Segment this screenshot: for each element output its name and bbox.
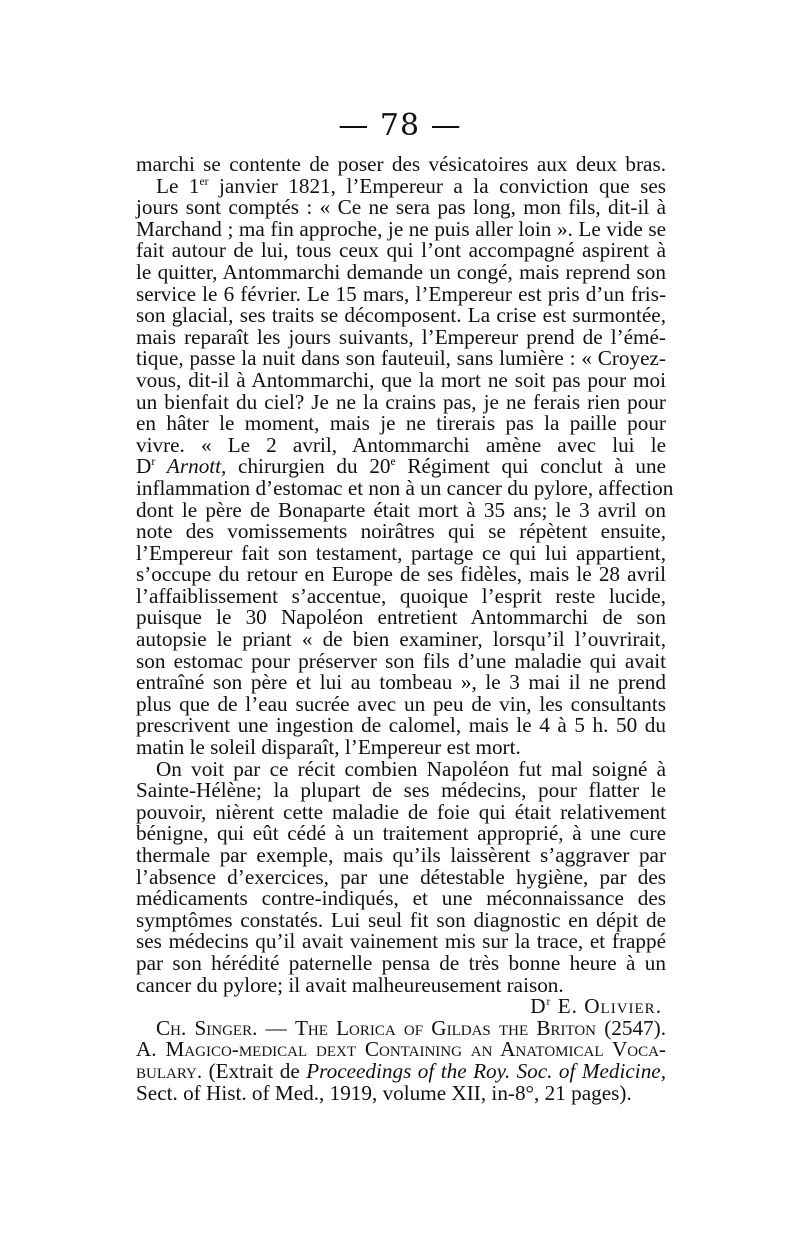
text-line: le quitter, Antommarchi demande un congé, mais reprend son bbox=[136, 259, 666, 284]
text-line: tique, passe la nuit dans son fauteuil, sans lumière : « Croyez- bbox=[136, 346, 666, 371]
text-line: pouvoir, nièrent cette maladie de foie qui était relativement bbox=[136, 799, 666, 824]
text-line: prescrivent une ingestion de calomel, mais le 4 à 5 h. 50 du bbox=[136, 713, 666, 738]
text-line: son glacial, ses traits se décomposent. La crise est surmontée, bbox=[136, 303, 666, 328]
text-line: Le 1er janvier 1821, l’Empereur a la conviction que ses bbox=[156, 173, 666, 198]
text-line: jours sont comptés : « Ce ne sera pas long, mon fils, dit-il à bbox=[136, 195, 666, 220]
text-line: marchi se contente de poser des vésicatoires aux deux bras. bbox=[136, 152, 666, 176]
text-line: plus que de l’eau sucrée avec un peu de vin, les consultants bbox=[136, 691, 666, 716]
text-line: cancer du pylore; il avait malheureusement raison. bbox=[136, 972, 564, 997]
text-line: thermale par exemple, mais qu’ils laissèrent s’aggraver par bbox=[136, 843, 666, 867]
text-line: ses médecins qu’il avait vainement mis sur la trace, et frappé bbox=[136, 929, 666, 954]
text-line: service le 6 février. Le 15 mars, l’Empereur est pris d’un fris- bbox=[136, 281, 666, 306]
text-line: fait autour de lui, tous ceux qui l’ont accompagné aspirent à bbox=[136, 238, 666, 263]
reference-line: bulary. (Extrait de Proceedings of the Roy. Soc. of Medicine, bbox=[136, 1058, 666, 1083]
text-line: inflammation d’estomac et non à un cancer du pylore, affection bbox=[136, 475, 674, 500]
text-line: médicaments contre-indiqués, et une méconnaissance des bbox=[136, 886, 666, 911]
text-line: vous, dit-il à Antommarchi, que la mort ne soit pas pour moi bbox=[136, 367, 666, 392]
text-line: l’absence d’exercices, par une détestable hygiène, par des bbox=[136, 864, 666, 889]
text-line: s’occupe du retour en Europe de ses fidèles, mais le 28 avril bbox=[136, 562, 666, 587]
text-line: symptômes constatés. Lui seul fit son diagnostic en dépit de bbox=[136, 907, 666, 932]
reference-line: Sect. of Hist. of Med., 1919, volume XII, in-8°, 21 pages). bbox=[136, 1080, 632, 1105]
reference-line: A. Magico-medical dext Containing an Anatomical Voca- bbox=[136, 1037, 666, 1062]
text-line: puisque le 30 Napoléon entretient Antommarchi de son bbox=[136, 605, 666, 630]
text-line: autopsie le priant « de bien examiner, lorsqu’il l’ouvrirait, bbox=[136, 627, 666, 652]
text-line: un bienfait du ciel? Je ne la crains pas, je ne ferais rien pour bbox=[136, 389, 666, 414]
reference-line: Ch. Singer. — The Lorica of Gildas the Briton (2547). bbox=[156, 1015, 666, 1040]
text-line: l’Empereur fait son testament, partage ce qui lui appartient, bbox=[136, 540, 666, 565]
text-line: Marchand ; ma fin approche, je ne puis aller loin ». Le vide se bbox=[136, 216, 666, 241]
text-line: Sainte-Hélène; la plupart de ses médecins, pour flatter le bbox=[136, 778, 666, 803]
text-line: bénigne, qui eût cédé à un traitement approprié, à une cure bbox=[136, 821, 666, 846]
text-line: $D^r$ Arnott, chirurgien du 20e Régiment qui conclut à une bbox=[136, 454, 666, 479]
text-line: l’affaiblissement s’accentue, quoique l’esprit reste lucide, bbox=[136, 583, 666, 608]
text-line: son estomac pour préserver son fils d’une maladie qui avait bbox=[136, 648, 666, 673]
text-line: matin le soleil disparaît, l’Empereur est mort. bbox=[136, 735, 521, 760]
body-text bbox=[136, 152, 674, 1105]
text-line: mais reparaît les jours suivants, l’Empereur prend de l’émé- bbox=[136, 324, 666, 349]
text-line: dont le père de Bonaparte était mort à 35 ans; le 3 avril on bbox=[136, 497, 666, 522]
author-signature: $D^r$ E. Olivier. bbox=[530, 994, 662, 1019]
page-number: — 78 — bbox=[338, 108, 462, 143]
text-line: en hâter le moment, mais je ne tirerais pas la paille pour bbox=[136, 411, 666, 436]
text-line: entraîné son père et lui au tombeau », le 3 mai il ne prend bbox=[136, 670, 666, 695]
text-line: par son hérédité paternelle pensa de très bonne heure à un bbox=[136, 950, 666, 975]
text-line: On voit par ce récit combien Napoléon fut mal soigné à bbox=[156, 756, 666, 781]
text-line: note des vomissements noirâtres qui se répètent ensuite, bbox=[136, 519, 666, 544]
text-line: vivre. « Le 2 avril, Antommarchi amène avec lui le bbox=[136, 432, 666, 457]
